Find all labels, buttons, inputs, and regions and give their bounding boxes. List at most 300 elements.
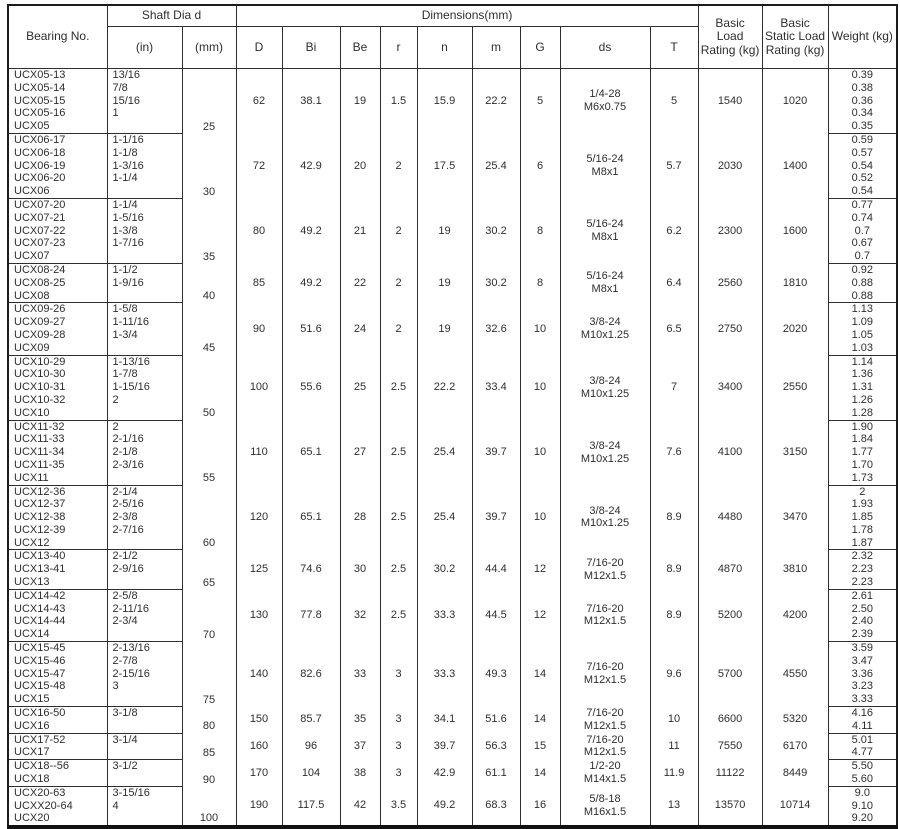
bearing-no-cell: UCX12-36 <box>8 485 107 498</box>
dim-n-cell: 49.2 <box>417 786 472 827</box>
basic-static-load-rating-cell: 3150 <box>762 420 828 485</box>
dim-r-cell: 2.5 <box>380 355 417 420</box>
shaft-in-cell <box>107 185 182 198</box>
shaft-in-cell <box>107 746 182 759</box>
bearing-spec-table-container <box>7 4 898 829</box>
shaft-mm-cell: 45 <box>182 303 236 355</box>
weight-cell: 4.16 <box>828 707 897 720</box>
dim-Bi-cell: 82.6 <box>282 642 340 707</box>
weight-cell: 2.40 <box>828 615 897 628</box>
ds-line: 5/16-24 <box>586 218 624 231</box>
dim-ds-cell <box>560 420 650 485</box>
dim-m-cell: 22.2 <box>472 69 520 134</box>
header-shaft-dia: Shaft Dia d <box>107 5 236 27</box>
shaft-mm-cell: 25 <box>182 69 236 134</box>
bearing-no-cell: UCX07 <box>8 250 107 263</box>
shaft-in-cell <box>107 773 182 786</box>
bearing-spec-table <box>7 4 898 829</box>
weight-cell: 2.50 <box>828 603 897 616</box>
shaft-in-cell <box>107 628 182 641</box>
basic-static-load-rating-cell: 10714 <box>762 786 828 827</box>
dim-T-cell: 13 <box>650 786 698 827</box>
shaft-in-cell: 2-13/16 <box>107 642 182 655</box>
bearing-no-cell: UCX11 <box>8 472 107 485</box>
basic-load-rating-cell: 6600 <box>698 707 762 734</box>
ds-line: 1/4-28 <box>589 88 621 101</box>
dim-T-cell: 6.5 <box>650 303 698 355</box>
basic-load-rating-cell: 4870 <box>698 550 762 589</box>
shaft-in-cell: 2-15/16 <box>107 668 182 681</box>
dim-n-cell: 34.1 <box>417 707 472 734</box>
bearing-no-cell: UCX13 <box>8 576 107 589</box>
ds-line: 3/8-24 <box>589 504 621 517</box>
dim-ds-cell <box>560 786 650 827</box>
ds-line: 3/8-24 <box>589 374 621 387</box>
bearing-no-cell: UCX07-21 <box>8 212 107 225</box>
weight-cell: 2.32 <box>828 550 897 563</box>
header-bearing-no: Bearing No. <box>8 5 107 69</box>
dim-ds-cell <box>560 642 650 707</box>
dim-Be-cell: 38 <box>340 760 380 787</box>
bearing-no-cell: UCX11-35 <box>8 459 107 472</box>
table-row <box>8 69 897 82</box>
dim-G-cell: 14 <box>520 642 560 707</box>
shaft-in-cell <box>107 812 182 827</box>
dim-Bi-cell: 104 <box>282 760 340 787</box>
dim-n-cell: 39.7 <box>417 733 472 760</box>
dim-D-cell: 72 <box>236 133 282 198</box>
bearing-no-cell: UCX06-17 <box>8 133 107 146</box>
header-basic-static-load-rating: Basic Static Load Rating (kg) <box>762 5 828 69</box>
dim-ds-cell <box>560 485 650 550</box>
weight-cell: 3.36 <box>828 668 897 681</box>
dim-ds-cell <box>560 707 650 734</box>
dim-n-cell: 30.2 <box>417 550 472 589</box>
header-dim-G: G <box>520 27 560 69</box>
dim-T-cell: 5 <box>650 69 698 134</box>
shaft-mm-cell: 65 <box>182 550 236 589</box>
bearing-no-cell: UCX09-26 <box>8 303 107 316</box>
weight-cell: 2.39 <box>828 628 897 641</box>
bearing-no-cell: UCX09 <box>8 342 107 355</box>
dim-Bi-cell: 55.6 <box>282 355 340 420</box>
table-row <box>8 263 897 276</box>
shaft-in-cell: 2-3/4 <box>107 615 182 628</box>
basic-static-load-rating-cell: 6170 <box>762 733 828 760</box>
weight-cell: 0.7 <box>828 250 897 263</box>
weight-cell: 1.09 <box>828 316 897 329</box>
basic-static-load-rating-cell: 1600 <box>762 198 828 263</box>
dim-Bi-cell: 85.7 <box>282 707 340 734</box>
basic-load-rating-cell: 5200 <box>698 589 762 641</box>
basic-static-load-rating-cell: 2020 <box>762 303 828 355</box>
weight-cell: 9.10 <box>828 800 897 813</box>
basic-static-load-rating-cell: 8449 <box>762 760 828 787</box>
dim-r-cell: 3 <box>380 760 417 787</box>
table-row <box>8 420 897 433</box>
ds-line: M10x1.25 <box>580 387 630 400</box>
shaft-in-cell: 2-9/16 <box>107 563 182 576</box>
dim-ds-cell <box>560 589 650 641</box>
dim-T-cell: 6.2 <box>650 198 698 263</box>
dim-m-cell: 39.7 <box>472 420 520 485</box>
weight-cell: 1.36 <box>828 368 897 381</box>
header-dim-ds: ds <box>560 27 650 69</box>
dim-r-cell: 2 <box>380 263 417 302</box>
dim-r-cell: 3 <box>380 707 417 734</box>
shaft-in-cell: 1-7/16 <box>107 237 182 250</box>
header-weight: Weight (kg) <box>828 5 897 69</box>
shaft-in-cell <box>107 120 182 133</box>
basic-load-rating-cell: 4100 <box>698 420 762 485</box>
dim-m-cell: 30.2 <box>472 198 520 263</box>
header-dimensions: Dimensions(mm) <box>236 5 698 27</box>
dim-T-cell: 6.4 <box>650 263 698 302</box>
table-row <box>8 760 897 773</box>
dim-Be-cell: 21 <box>340 198 380 263</box>
table-row <box>8 198 897 211</box>
shaft-mm-cell: 100 <box>182 786 236 827</box>
shaft-in-cell: 2-1/4 <box>107 485 182 498</box>
dim-Be-cell: 30 <box>340 550 380 589</box>
dim-m-cell: 44.5 <box>472 589 520 641</box>
header-dim-T: T <box>650 27 698 69</box>
shaft-in-cell: 3-1/8 <box>107 707 182 720</box>
weight-cell: 1.14 <box>828 355 897 368</box>
dim-Bi-cell: 51.6 <box>282 303 340 355</box>
dim-r-cell: 2.5 <box>380 485 417 550</box>
dim-G-cell: 12 <box>520 589 560 641</box>
header-shaft-mm: (mm) <box>182 27 236 69</box>
bearing-no-cell: UCX06 <box>8 185 107 198</box>
ds-line: 5/16-24 <box>586 270 624 283</box>
weight-cell: 0.54 <box>828 185 897 198</box>
dim-n-cell: 17.5 <box>417 133 472 198</box>
weight-cell: 3.59 <box>828 642 897 655</box>
ds-line: M10x1.25 <box>580 517 630 530</box>
bearing-no-cell: UCX16-50 <box>8 707 107 720</box>
bearing-no-cell: UCX05-16 <box>8 107 107 120</box>
ds-line: M12x1.5 <box>583 746 627 759</box>
shaft-in-cell: 1-1/2 <box>107 263 182 276</box>
weight-cell: 9.0 <box>828 786 897 799</box>
dim-Bi-cell: 117.5 <box>282 786 340 827</box>
shaft-in-cell: 1 <box>107 107 182 120</box>
weight-cell: 0.77 <box>828 198 897 211</box>
dim-r-cell: 2.5 <box>380 550 417 589</box>
bearing-no-cell: UCX15-48 <box>8 680 107 693</box>
dim-G-cell: 8 <box>520 198 560 263</box>
ds-line: M6x0.75 <box>583 101 627 114</box>
ds-line: 1/2-20 <box>589 760 621 773</box>
ds-line: 5/8-18 <box>589 792 621 805</box>
shaft-in-cell: 2-7/8 <box>107 655 182 668</box>
dim-G-cell: 10 <box>520 420 560 485</box>
ds-line: M16x1.5 <box>583 805 627 818</box>
basic-static-load-rating-cell: 3810 <box>762 550 828 589</box>
dim-G-cell: 14 <box>520 760 560 787</box>
dim-D-cell: 100 <box>236 355 282 420</box>
bearing-no-cell: UCX10-29 <box>8 355 107 368</box>
dim-Be-cell: 20 <box>340 133 380 198</box>
dim-G-cell: 6 <box>520 133 560 198</box>
shaft-in-cell: 2-1/8 <box>107 446 182 459</box>
bearing-no-cell: UCX14-44 <box>8 615 107 628</box>
basic-load-rating-cell: 5700 <box>698 642 762 707</box>
weight-cell: 0.67 <box>828 237 897 250</box>
bearing-no-cell: UCX13-41 <box>8 563 107 576</box>
dim-G-cell: 10 <box>520 485 560 550</box>
shaft-in-cell: 1-5/8 <box>107 303 182 316</box>
dim-D-cell: 90 <box>236 303 282 355</box>
shaft-in-cell: 2-5/16 <box>107 498 182 511</box>
table-row <box>8 485 897 498</box>
basic-static-load-rating-cell: 4550 <box>762 642 828 707</box>
shaft-in-cell: 1-5/16 <box>107 212 182 225</box>
dim-ds-cell <box>560 550 650 589</box>
weight-cell: 1.78 <box>828 524 897 537</box>
weight-cell: 1.31 <box>828 381 897 394</box>
weight-cell: 0.36 <box>828 95 897 108</box>
bearing-no-cell: UCX16 <box>8 720 107 733</box>
dim-n-cell: 42.9 <box>417 760 472 787</box>
ds-line: M14x1.5 <box>583 773 627 786</box>
dim-ds-cell <box>560 263 650 302</box>
basic-load-rating-cell: 2750 <box>698 303 762 355</box>
dim-D-cell: 120 <box>236 485 282 550</box>
table-row <box>8 707 897 720</box>
dim-Bi-cell: 42.9 <box>282 133 340 198</box>
dim-G-cell: 15 <box>520 733 560 760</box>
ds-line: M8x1 <box>591 165 619 178</box>
dim-n-cell: 19 <box>417 303 472 355</box>
shaft-in-cell: 1-3/4 <box>107 329 182 342</box>
dim-Be-cell: 42 <box>340 786 380 827</box>
dim-D-cell: 190 <box>236 786 282 827</box>
bearing-no-cell: UCX13-40 <box>8 550 107 563</box>
weight-cell: 1.73 <box>828 472 897 485</box>
dim-r-cell: 2 <box>380 133 417 198</box>
shaft-mm-cell: 60 <box>182 485 236 550</box>
bearing-no-cell: UCX07-22 <box>8 225 107 238</box>
bearing-no-cell: UCX06-18 <box>8 147 107 160</box>
dim-n-cell: 22.2 <box>417 355 472 420</box>
shaft-in-cell: 7/8 <box>107 82 182 95</box>
weight-cell: 0.59 <box>828 133 897 146</box>
dim-G-cell: 8 <box>520 263 560 302</box>
table-row <box>8 589 897 602</box>
shaft-in-cell <box>107 576 182 589</box>
shaft-in-cell <box>107 290 182 303</box>
weight-cell: 0.35 <box>828 120 897 133</box>
weight-cell: 0.52 <box>828 172 897 185</box>
weight-cell: 0.57 <box>828 147 897 160</box>
dim-n-cell: 25.4 <box>417 420 472 485</box>
shaft-mm-cell: 40 <box>182 263 236 302</box>
shaft-mm-cell: 85 <box>182 733 236 760</box>
weight-cell: 1.90 <box>828 420 897 433</box>
dim-r-cell: 1.5 <box>380 69 417 134</box>
weight-cell: 0.54 <box>828 160 897 173</box>
bearing-no-cell: UCX17 <box>8 746 107 759</box>
weight-cell: 1.84 <box>828 433 897 446</box>
dim-D-cell: 110 <box>236 420 282 485</box>
dim-Be-cell: 24 <box>340 303 380 355</box>
shaft-in-cell: 3-15/16 <box>107 786 182 799</box>
ds-line: 7/16-20 <box>586 733 624 746</box>
weight-cell: 2 <box>828 485 897 498</box>
shaft-in-cell: 2 <box>107 420 182 433</box>
shaft-mm-cell: 30 <box>182 133 236 198</box>
dim-T-cell: 8.9 <box>650 589 698 641</box>
shaft-in-cell: 1-1/16 <box>107 133 182 146</box>
dim-G-cell: 10 <box>520 355 560 420</box>
weight-cell: 0.38 <box>828 82 897 95</box>
dim-D-cell: 62 <box>236 69 282 134</box>
shaft-in-cell: 4 <box>107 800 182 813</box>
shaft-in-cell: 2-5/8 <box>107 589 182 602</box>
basic-load-rating-cell: 3400 <box>698 355 762 420</box>
bearing-no-cell: UCX05-14 <box>8 82 107 95</box>
ds-line: M10x1.25 <box>580 328 630 341</box>
bearing-no-cell: UCX14-43 <box>8 603 107 616</box>
shaft-in-cell: 1-15/16 <box>107 381 182 394</box>
weight-cell: 0.74 <box>828 212 897 225</box>
dim-ds-cell <box>560 733 650 760</box>
bearing-no-cell: UCX06-19 <box>8 160 107 173</box>
ds-line: M8x1 <box>591 283 619 296</box>
weight-cell: 1.03 <box>828 342 897 355</box>
weight-cell: 4.77 <box>828 746 897 759</box>
ds-line: M12x1.5 <box>583 674 627 687</box>
dim-G-cell: 16 <box>520 786 560 827</box>
header-basic-load-rating: Basic Load Rating (kg) <box>698 5 762 69</box>
bearing-no-cell: UCX12-38 <box>8 511 107 524</box>
bearing-no-cell: UCX10-32 <box>8 394 107 407</box>
shaft-in-cell: 1-9/16 <box>107 277 182 290</box>
basic-load-rating-cell: 2030 <box>698 133 762 198</box>
dim-n-cell: 19 <box>417 263 472 302</box>
ds-line: 7/16-20 <box>586 707 624 720</box>
bearing-no-cell: UCX08-24 <box>8 263 107 276</box>
dim-ds-cell <box>560 198 650 263</box>
bearing-no-cell: UCX05-13 <box>8 69 107 82</box>
dim-r-cell: 2 <box>380 198 417 263</box>
dim-D-cell: 125 <box>236 550 282 589</box>
shaft-in-cell: 1-11/16 <box>107 316 182 329</box>
dim-ds-cell <box>560 69 650 134</box>
basic-load-rating-cell: 13570 <box>698 786 762 827</box>
ds-line: 7/16-20 <box>586 556 624 569</box>
table-row <box>8 733 897 746</box>
dim-G-cell: 12 <box>520 550 560 589</box>
ds-line: M12x1.5 <box>583 615 627 628</box>
dim-ds-cell <box>560 303 650 355</box>
shaft-in-cell <box>107 342 182 355</box>
dim-T-cell: 7.6 <box>650 420 698 485</box>
ds-line: M12x1.5 <box>583 569 627 582</box>
bearing-no-cell: UCXX20-64 <box>8 800 107 813</box>
shaft-in-cell <box>107 250 182 263</box>
bearing-no-cell: UCX15-45 <box>8 642 107 655</box>
shaft-mm-cell: 90 <box>182 760 236 787</box>
dim-m-cell: 44.4 <box>472 550 520 589</box>
shaft-in-cell: 15/16 <box>107 95 182 108</box>
shaft-in-cell <box>107 693 182 706</box>
dim-r-cell: 3.5 <box>380 786 417 827</box>
dim-Bi-cell: 65.1 <box>282 420 340 485</box>
shaft-in-cell: 2-3/8 <box>107 511 182 524</box>
weight-cell: 2.23 <box>828 563 897 576</box>
header-row-top <box>8 5 897 27</box>
dim-Be-cell: 32 <box>340 589 380 641</box>
shaft-in-cell: 3 <box>107 680 182 693</box>
shaft-in-cell: 1-1/8 <box>107 147 182 160</box>
ds-line: 3/8-24 <box>589 316 621 329</box>
dim-G-cell: 14 <box>520 707 560 734</box>
dim-m-cell: 61.1 <box>472 760 520 787</box>
dim-T-cell: 5.7 <box>650 133 698 198</box>
weight-cell: 1.93 <box>828 498 897 511</box>
shaft-mm-cell: 50 <box>182 355 236 420</box>
basic-static-load-rating-cell: 5320 <box>762 707 828 734</box>
dim-Bi-cell: 77.8 <box>282 589 340 641</box>
header-dim-r: r <box>380 27 417 69</box>
dim-Bi-cell: 49.2 <box>282 198 340 263</box>
dim-Be-cell: 22 <box>340 263 380 302</box>
dim-n-cell: 15.9 <box>417 69 472 134</box>
shaft-in-cell <box>107 720 182 733</box>
dim-D-cell: 130 <box>236 589 282 641</box>
weight-cell: 0.39 <box>828 69 897 82</box>
dim-ds-cell <box>560 355 650 420</box>
dim-T-cell: 11.9 <box>650 760 698 787</box>
bearing-no-cell: UCX08-25 <box>8 277 107 290</box>
dim-r-cell: 2 <box>380 303 417 355</box>
weight-cell: 3.47 <box>828 655 897 668</box>
bearing-no-cell: UCX18--56 <box>8 760 107 773</box>
weight-cell: 1.28 <box>828 407 897 420</box>
dim-Bi-cell: 49.2 <box>282 263 340 302</box>
dim-m-cell: 49.3 <box>472 642 520 707</box>
ds-line: M10x1.25 <box>580 452 630 465</box>
dim-D-cell: 160 <box>236 733 282 760</box>
dim-Bi-cell: 38.1 <box>282 69 340 134</box>
shaft-in-cell: 3-1/2 <box>107 760 182 773</box>
dim-Be-cell: 28 <box>340 485 380 550</box>
shaft-in-cell: 13/16 <box>107 69 182 82</box>
dim-n-cell: 33.3 <box>417 589 472 641</box>
ds-line: 5/16-24 <box>586 153 624 166</box>
weight-cell: 1.87 <box>828 537 897 550</box>
dim-r-cell: 3 <box>380 642 417 707</box>
dim-Be-cell: 27 <box>340 420 380 485</box>
bearing-no-cell: UCX17-52 <box>8 733 107 746</box>
dim-G-cell: 5 <box>520 69 560 134</box>
ds-line: 7/16-20 <box>586 661 624 674</box>
dim-D-cell: 140 <box>236 642 282 707</box>
weight-cell: 5.01 <box>828 733 897 746</box>
shaft-in-cell: 2 <box>107 394 182 407</box>
bearing-no-cell: UCX11-34 <box>8 446 107 459</box>
dim-m-cell: 25.4 <box>472 133 520 198</box>
weight-cell: 0.7 <box>828 225 897 238</box>
basic-load-rating-cell: 7550 <box>698 733 762 760</box>
bearing-no-cell: UCX12-39 <box>8 524 107 537</box>
bearing-no-cell: UCX07-20 <box>8 198 107 211</box>
ds-line: 7/16-20 <box>586 602 624 615</box>
dim-n-cell: 25.4 <box>417 485 472 550</box>
